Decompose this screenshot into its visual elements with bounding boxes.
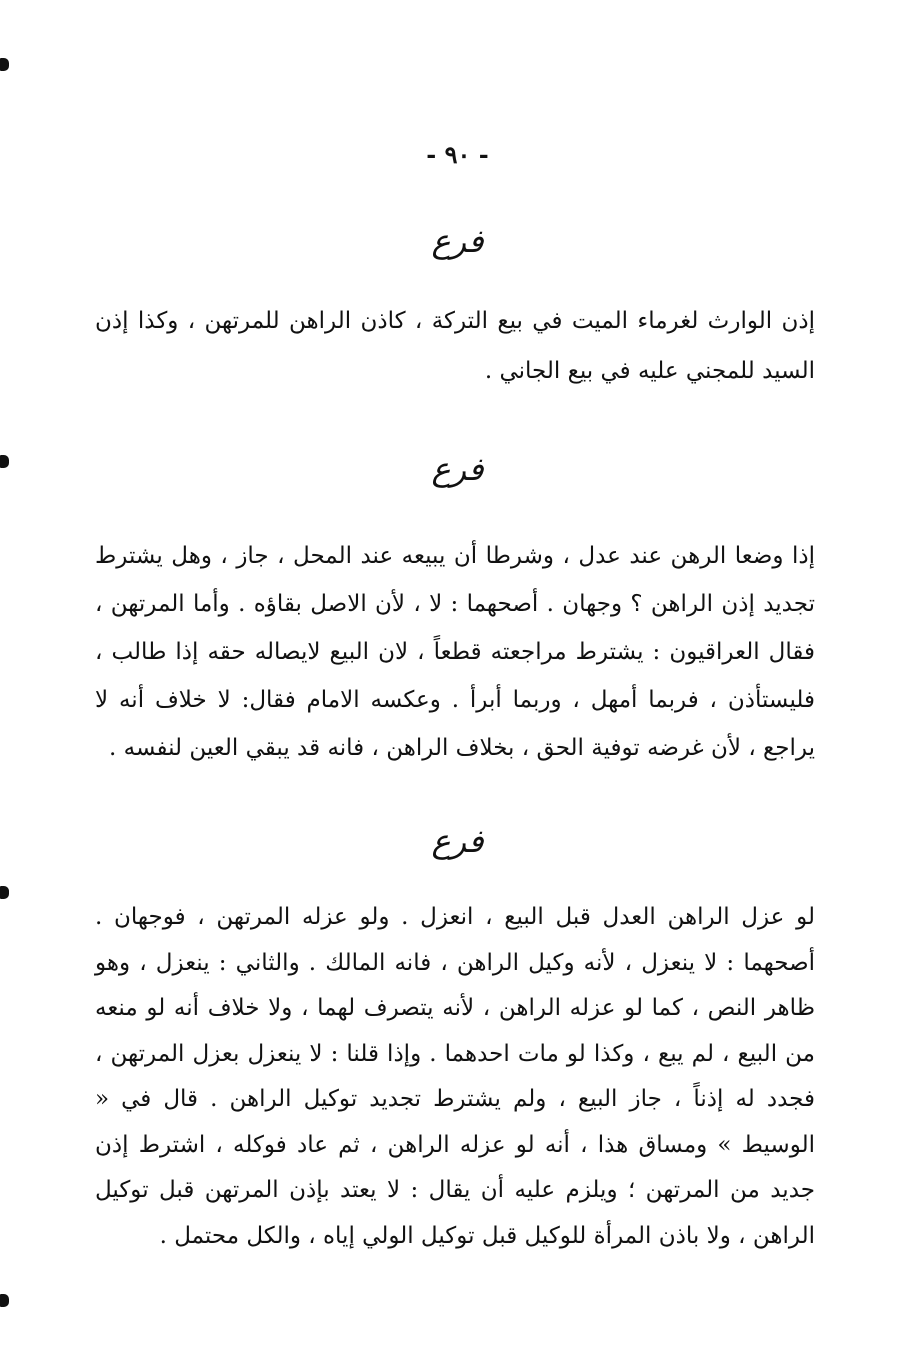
page-number: - ٩٠ - [426, 140, 489, 169]
section-heading: فرع [431, 450, 484, 488]
section-paragraph: إذن الوارث لغرماء الميت في بيع التركة ، كاذن الراهن للمرتهن ، وكذا إذن السيد للمجني عليه في بيع الجاني . [95, 308, 815, 384]
section-heading: فرع [431, 222, 484, 260]
section-paragraph: إذا وضعا الرهن عند عدل ، وشرطا أن يبيعه عند المحل ، جاز ، وهل يشترط تجديد إذن الراهن ؟ وجهان . أصحهما : لا ، لأن الاصل بقاؤه . وأما المرتهن ، فقال العراقيون : يشترط مراجعته قطعاً ، لان البيع لايصاله حقه إذا طالب ، فليستأذن ، فربما أمهل ، وربما أبرأ . وعكسه الامام فقال: لا خلاف أنه لا يراجع ، لأن غرضه توفية الحق ، بخلاف الراهن ، فانه قد يبقي العين لنفسه . [95, 543, 815, 761]
margin-mark [0, 886, 9, 899]
margin-mark [0, 1294, 9, 1307]
margin-mark [0, 58, 9, 71]
section-paragraph: لو عزل الراهن العدل قبل البيع ، انعزل . ولو عزله المرتهن ، فوجهان . أصحهما : لا ينعزل ، لأنه وكيل الراهن ، فانه المالك . والثاني : ينعزل ، وهو ظاهر النص ، كما لو عزله الراهن ، لأنه يتصرف لهما ، ولا خلاف أنه لو منعه من البيع ، لم يبع ، وكذا لو مات احدهما . وإذا قلنا : لا ينعزل بعزل المرتهن ، فجدد له إذناً ، جاز البيع ، ولم يشترط تجديد توكيل الراهن . قال في « الوسيط » ومساق هذا ، أنه لو عزله الراهن ، ثم عاد فوكله ، اشترط إذن جديد من المرتهن ؛ ويلزم عليه أن يقال : لا يعتد بإذن المرتهن قبل توكيل الراهن ، ولا باذن المرأة للوكيل قبل توكيل الولي إياه ، والكل محتمل . [95, 904, 815, 1249]
section-heading: فرع [431, 822, 484, 860]
